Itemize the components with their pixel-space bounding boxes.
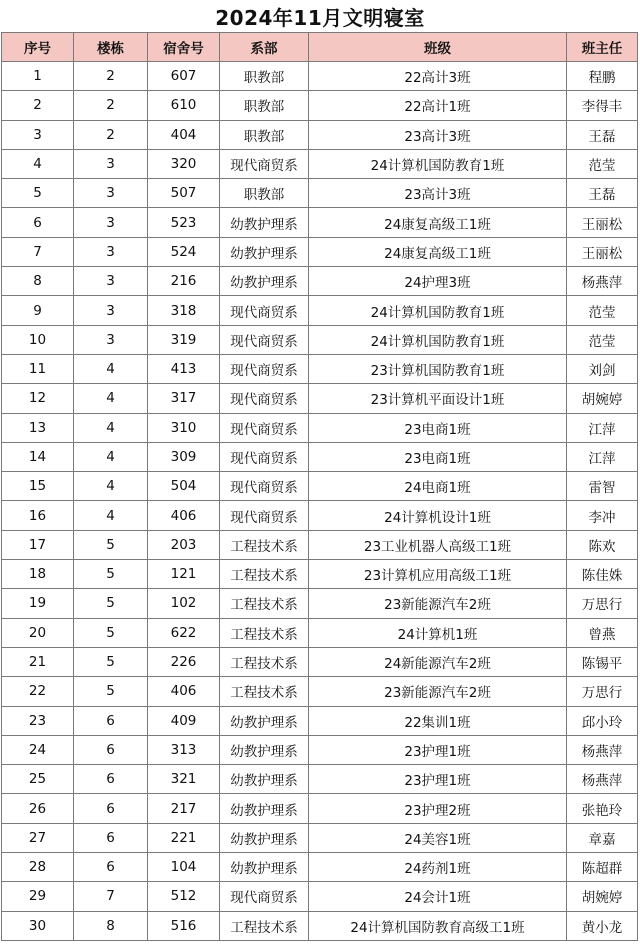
cell-building: 3	[74, 296, 148, 325]
cell-department: 现代商贸系	[220, 472, 309, 501]
cell-teacher: 王丽松	[567, 208, 638, 237]
cell-class: 24计算机国防教育1班	[309, 325, 567, 354]
cell-department: 幼教护理系	[220, 853, 309, 882]
cell-class: 24康复高级工1班	[309, 208, 567, 237]
cell-building: 6	[74, 735, 148, 764]
cell-teacher: 陈佳姝	[567, 560, 638, 589]
cell-department: 幼教护理系	[220, 735, 309, 764]
cell-department: 现代商贸系	[220, 413, 309, 442]
cell-class: 23计算机应用高级工1班	[309, 560, 567, 589]
table-row	[2, 149, 638, 178]
cell-building: 5	[74, 618, 148, 647]
cell-class: 22高计1班	[309, 91, 567, 120]
cell-department: 工程技术系	[220, 530, 309, 559]
cell-index: 13	[2, 413, 74, 442]
cell-building: 2	[74, 62, 148, 91]
cell-building: 3	[74, 325, 148, 354]
cell-class: 24计算机国防教育1班	[309, 296, 567, 325]
cell-department: 工程技术系	[220, 911, 309, 940]
cell-class: 24药剂1班	[309, 853, 567, 882]
cell-index: 12	[2, 384, 74, 413]
cell-room: 226	[148, 647, 220, 676]
table-row	[2, 823, 638, 852]
cell-building: 3	[74, 208, 148, 237]
cell-index: 29	[2, 882, 74, 911]
cell-teacher: 范莹	[567, 325, 638, 354]
cell-teacher: 万思行	[567, 589, 638, 618]
cell-department: 工程技术系	[220, 677, 309, 706]
cell-building: 4	[74, 442, 148, 471]
table-row	[2, 62, 638, 91]
cell-department: 幼教护理系	[220, 267, 309, 296]
table-row	[2, 735, 638, 764]
cell-class: 24护理3班	[309, 267, 567, 296]
cell-room: 221	[148, 823, 220, 852]
cell-room: 406	[148, 501, 220, 530]
cell-room: 102	[148, 589, 220, 618]
cell-building: 3	[74, 149, 148, 178]
cell-building: 6	[74, 706, 148, 735]
cell-department: 幼教护理系	[220, 765, 309, 794]
cell-building: 2	[74, 120, 148, 149]
cell-room: 404	[148, 120, 220, 149]
cell-teacher: 杨燕萍	[567, 267, 638, 296]
cell-class: 23护理1班	[309, 735, 567, 764]
cell-room: 309	[148, 442, 220, 471]
sheet-title: 2024年11月文明寝室	[215, 5, 425, 30]
cell-department: 现代商贸系	[220, 296, 309, 325]
cell-teacher: 万思行	[567, 677, 638, 706]
cell-index: 20	[2, 618, 74, 647]
cell-room: 104	[148, 853, 220, 882]
cell-department: 工程技术系	[220, 647, 309, 676]
cell-teacher: 江萍	[567, 413, 638, 442]
cell-class: 23计算机国防教育1班	[309, 354, 567, 383]
header-building: 楼栋	[74, 33, 148, 62]
cell-room: 413	[148, 354, 220, 383]
cell-index: 14	[2, 442, 74, 471]
cell-teacher: 陈超群	[567, 853, 638, 882]
cell-index: 28	[2, 853, 74, 882]
table-row	[2, 853, 638, 882]
cell-room: 622	[148, 618, 220, 647]
table-row	[2, 501, 638, 530]
cell-room: 507	[148, 179, 220, 208]
header-department: 系部	[220, 33, 309, 62]
cell-index: 22	[2, 677, 74, 706]
cell-index: 23	[2, 706, 74, 735]
table-row	[2, 354, 638, 383]
cell-building: 3	[74, 179, 148, 208]
header-index: 序号	[2, 33, 74, 62]
cell-index: 17	[2, 530, 74, 559]
header-teacher: 班主任	[567, 33, 638, 62]
cell-class: 23护理1班	[309, 765, 567, 794]
cell-room: 310	[148, 413, 220, 442]
cell-class: 24计算机1班	[309, 618, 567, 647]
table-row	[2, 413, 638, 442]
table-row	[2, 442, 638, 471]
cell-index: 11	[2, 354, 74, 383]
cell-building: 3	[74, 237, 148, 266]
cell-room: 523	[148, 208, 220, 237]
cell-index: 4	[2, 149, 74, 178]
cell-building: 6	[74, 823, 148, 852]
cell-teacher: 陈锡平	[567, 647, 638, 676]
cell-class: 24电商1班	[309, 472, 567, 501]
cell-room: 406	[148, 677, 220, 706]
cell-department: 现代商贸系	[220, 354, 309, 383]
cell-teacher: 江萍	[567, 442, 638, 471]
cell-index: 30	[2, 911, 74, 940]
cell-index: 24	[2, 735, 74, 764]
cell-building: 5	[74, 560, 148, 589]
table-row	[2, 765, 638, 794]
cell-teacher: 雷智	[567, 472, 638, 501]
cell-index: 6	[2, 208, 74, 237]
cell-department: 现代商贸系	[220, 882, 309, 911]
cell-building: 4	[74, 472, 148, 501]
cell-building: 5	[74, 647, 148, 676]
cell-department: 现代商贸系	[220, 384, 309, 413]
cell-department: 职教部	[220, 120, 309, 149]
cell-department: 幼教护理系	[220, 823, 309, 852]
cell-teacher: 王磊	[567, 120, 638, 149]
cell-index: 25	[2, 765, 74, 794]
cell-teacher: 李得丰	[567, 91, 638, 120]
cell-class: 24计算机设计1班	[309, 501, 567, 530]
cell-room: 524	[148, 237, 220, 266]
cell-index: 2	[2, 91, 74, 120]
table-row	[2, 325, 638, 354]
cell-building: 4	[74, 501, 148, 530]
cell-department: 工程技术系	[220, 589, 309, 618]
table-row	[2, 677, 638, 706]
cell-room: 203	[148, 530, 220, 559]
cell-teacher: 杨燕萍	[567, 765, 638, 794]
cell-teacher: 程鹏	[567, 62, 638, 91]
cell-class: 23新能源汽车2班	[309, 677, 567, 706]
cell-building: 7	[74, 882, 148, 911]
cell-class: 23电商1班	[309, 442, 567, 471]
cell-teacher: 胡婉婷	[567, 882, 638, 911]
cell-class: 24美容1班	[309, 823, 567, 852]
table-row	[2, 179, 638, 208]
cell-department: 工程技术系	[220, 618, 309, 647]
table-row	[2, 882, 638, 911]
cell-teacher: 王磊	[567, 179, 638, 208]
table-row	[2, 384, 638, 413]
cell-teacher: 刘剑	[567, 354, 638, 383]
cell-building: 8	[74, 911, 148, 940]
cell-department: 职教部	[220, 62, 309, 91]
table-row	[2, 120, 638, 149]
table-row	[2, 472, 638, 501]
cell-department: 现代商贸系	[220, 325, 309, 354]
cell-department: 职教部	[220, 91, 309, 120]
header-row	[2, 33, 638, 62]
cell-room: 321	[148, 765, 220, 794]
cell-department: 幼教护理系	[220, 237, 309, 266]
cell-index: 21	[2, 647, 74, 676]
cell-department: 现代商贸系	[220, 149, 309, 178]
cell-building: 5	[74, 589, 148, 618]
cell-building: 6	[74, 853, 148, 882]
cell-index: 15	[2, 472, 74, 501]
cell-index: 10	[2, 325, 74, 354]
cell-department: 幼教护理系	[220, 208, 309, 237]
cell-teacher: 王丽松	[567, 237, 638, 266]
cell-class: 24会计1班	[309, 882, 567, 911]
cell-class: 23计算机平面设计1班	[309, 384, 567, 413]
cell-class: 24计算机国防教育1班	[309, 149, 567, 178]
cell-room: 320	[148, 149, 220, 178]
cell-class: 24计算机国防教育高级工1班	[309, 911, 567, 940]
table-row	[2, 589, 638, 618]
table-row	[2, 618, 638, 647]
cell-department: 工程技术系	[220, 560, 309, 589]
cell-room: 607	[148, 62, 220, 91]
cell-index: 27	[2, 823, 74, 852]
cell-room: 409	[148, 706, 220, 735]
cell-room: 319	[148, 325, 220, 354]
cell-teacher: 李冲	[567, 501, 638, 530]
cell-building: 2	[74, 91, 148, 120]
table-row	[2, 911, 638, 940]
cell-teacher: 范莹	[567, 149, 638, 178]
cell-class: 23护理2班	[309, 794, 567, 823]
table-row	[2, 208, 638, 237]
cell-teacher: 陈欢	[567, 530, 638, 559]
cell-building: 4	[74, 354, 148, 383]
cell-class: 23工业机器人高级工1班	[309, 530, 567, 559]
cell-room: 504	[148, 472, 220, 501]
cell-room: 317	[148, 384, 220, 413]
cell-department: 现代商贸系	[220, 501, 309, 530]
table-row	[2, 296, 638, 325]
cell-index: 8	[2, 267, 74, 296]
cell-building: 5	[74, 530, 148, 559]
cell-class: 22高计3班	[309, 62, 567, 91]
table-body	[2, 62, 638, 941]
cell-department: 职教部	[220, 179, 309, 208]
cell-department: 现代商贸系	[220, 442, 309, 471]
cell-department: 幼教护理系	[220, 706, 309, 735]
table-row	[2, 794, 638, 823]
cell-index: 18	[2, 560, 74, 589]
cell-room: 318	[148, 296, 220, 325]
cell-class: 23高计3班	[309, 179, 567, 208]
cell-class: 23高计3班	[309, 120, 567, 149]
cell-index: 3	[2, 120, 74, 149]
cell-building: 6	[74, 794, 148, 823]
cell-room: 610	[148, 91, 220, 120]
cell-index: 16	[2, 501, 74, 530]
cell-room: 217	[148, 794, 220, 823]
table-row	[2, 91, 638, 120]
cell-class: 23电商1班	[309, 413, 567, 442]
cell-class: 22集训1班	[309, 706, 567, 735]
cell-teacher: 杨燕萍	[567, 735, 638, 764]
cell-index: 26	[2, 794, 74, 823]
cell-teacher: 胡婉婷	[567, 384, 638, 413]
cell-room: 121	[148, 560, 220, 589]
cell-building: 4	[74, 384, 148, 413]
cell-building: 3	[74, 267, 148, 296]
cell-building: 4	[74, 413, 148, 442]
cell-teacher: 黄小龙	[567, 911, 638, 940]
cell-index: 1	[2, 62, 74, 91]
cell-room: 216	[148, 267, 220, 296]
cell-teacher: 范莹	[567, 296, 638, 325]
table-row	[2, 237, 638, 266]
table-row	[2, 647, 638, 676]
table-row	[2, 530, 638, 559]
cell-index: 19	[2, 589, 74, 618]
cell-room: 516	[148, 911, 220, 940]
header-room: 宿舍号	[148, 33, 220, 62]
cell-class: 24康复高级工1班	[309, 237, 567, 266]
cell-teacher: 邱小玲	[567, 706, 638, 735]
cell-room: 512	[148, 882, 220, 911]
cell-index: 5	[2, 179, 74, 208]
cell-class: 23新能源汽车2班	[309, 589, 567, 618]
cell-class: 24新能源汽车2班	[309, 647, 567, 676]
table-row	[2, 706, 638, 735]
cell-teacher: 章嘉	[567, 823, 638, 852]
cell-room: 313	[148, 735, 220, 764]
cell-index: 9	[2, 296, 74, 325]
cell-teacher: 曾燕	[567, 618, 638, 647]
cell-department: 幼教护理系	[220, 794, 309, 823]
dormitory-table	[1, 32, 638, 941]
cell-building: 5	[74, 677, 148, 706]
cell-building: 6	[74, 765, 148, 794]
cell-teacher: 张艳玲	[567, 794, 638, 823]
cell-index: 7	[2, 237, 74, 266]
header-class: 班级	[309, 33, 567, 62]
table-row	[2, 267, 638, 296]
table-row	[2, 560, 638, 589]
